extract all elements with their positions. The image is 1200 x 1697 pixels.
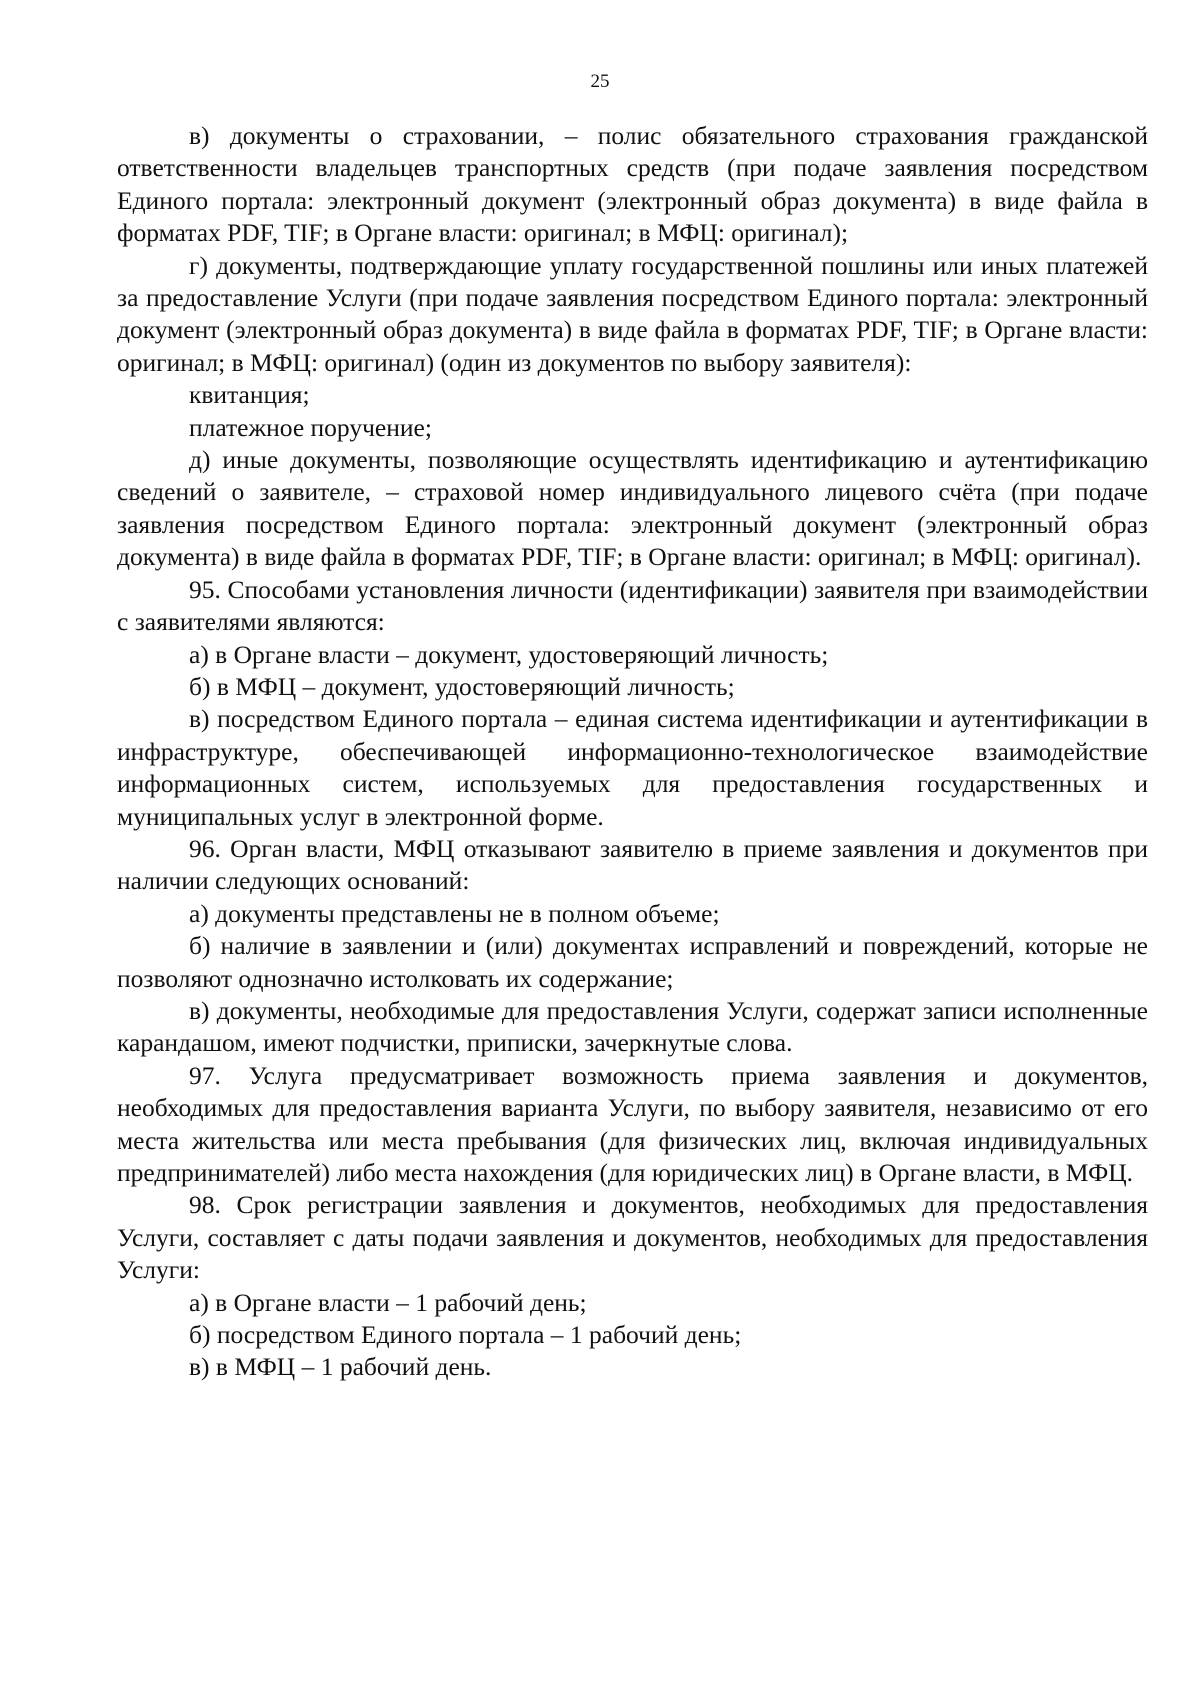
paragraph-item-v-insurance: в) документы о страховании, – полис обязательного страхования гражданской ответственности владельцев транспортных средств (при подаче заявления посредством Единого портала: электронный документ (электронный образ документа) в виде файла в форматах PDF, TIF; в Органе власти: оригинал; в МФЦ: оригинал); <box>117 121 1148 248</box>
page-number: 25 <box>590 71 610 92</box>
document-body <box>117 120 1148 1384</box>
paragraph-96-a: а) документы представлены не в полном объеме; <box>189 898 720 928</box>
paragraph-96-b: б) наличие в заявлении и (или) документах исправлений и повреждений, которые не позволяют однозначно истолковать их содержание; <box>117 931 1148 993</box>
paragraph-98-v: в) в МФЦ – 1 рабочий день. <box>189 1352 492 1382</box>
paragraph-97-extraterritorial: 97. Услуга предусматривает возможность приема заявления и документов, необходимых для предоставления варианта Услуги, по выбору заявителя, независимо от его места жительства или места пребывания (для физических лиц, включая индивидуальных предпринимателей) либо места нахождения (для юридических лиц) в Органе власти, в МФЦ. <box>117 1060 1148 1187</box>
paragraph-item-d-other-documents: д) иные документы, позволяющие осуществлять идентификацию и аутентификацию сведений о заявителе, – страховой номер индивидуального лицевого счёта (при подаче заявления посредством Единого портала: электронный документ (электронный образ документа) в виде файла в форматах PDF, TIF; в Органе власти: оригинал; в МФЦ: оригинал). <box>117 445 1148 572</box>
paragraph-98-b: б) посредством Единого портала – 1 рабочий день; <box>189 1320 742 1350</box>
paragraph-payment-order: платежное поручение; <box>189 412 432 442</box>
paragraph-96-v: в) документы, необходимые для предоставления Услуги, содержат записи исполненные карандашом, имеют подчистки, приписки, зачеркнутые слова. <box>117 995 1148 1058</box>
paragraph-receipt: квитанция; <box>189 380 310 410</box>
paragraph-95-v: в) посредством Единого портала – единая система идентификации и аутентификации в инфраструктуре, обеспечивающей информационно-технологическое взаимодействие информационных систем, используемых для предоставления государственных и муниципальных услуг в электронной форме. <box>117 704 1148 831</box>
paragraph-item-g-fee-payment: г) документы, подтверждающие уплату государственной пошлины или иных платежей за предоставление Услуги (при подаче заявления посредством Единого портала: электронный документ (электронный образ документа) в виде файла в форматах PDF, TIF; в Органе власти: оригинал; в МФЦ: оригинал) (один из документов по выбору заявителя): <box>117 250 1148 377</box>
paragraph-98-registration-term: 98. Срок регистрации заявления и документов, необходимых для предоставления Услуги, составляет с даты подачи заявления и документов, необходимых для предоставления Услуги: <box>117 1190 1148 1285</box>
paragraph-95-b: б) в МФЦ – документ, удостоверяющий личность; <box>189 671 735 701</box>
paragraph-96-refusal: 96. Орган власти, МФЦ отказывают заявителю в приеме заявления и документов при наличии следующих оснований: <box>117 833 1148 896</box>
paragraph-98-a: а) в Органе власти – 1 рабочий день; <box>189 1287 587 1317</box>
paragraph-95-identification: 95. Способами установления личности (идентификации) заявителя при взаимодействии с заявителями являются: <box>117 574 1148 637</box>
paragraph-95-a: а) в Органе власти – документ, удостоверяющий личность; <box>189 639 829 669</box>
